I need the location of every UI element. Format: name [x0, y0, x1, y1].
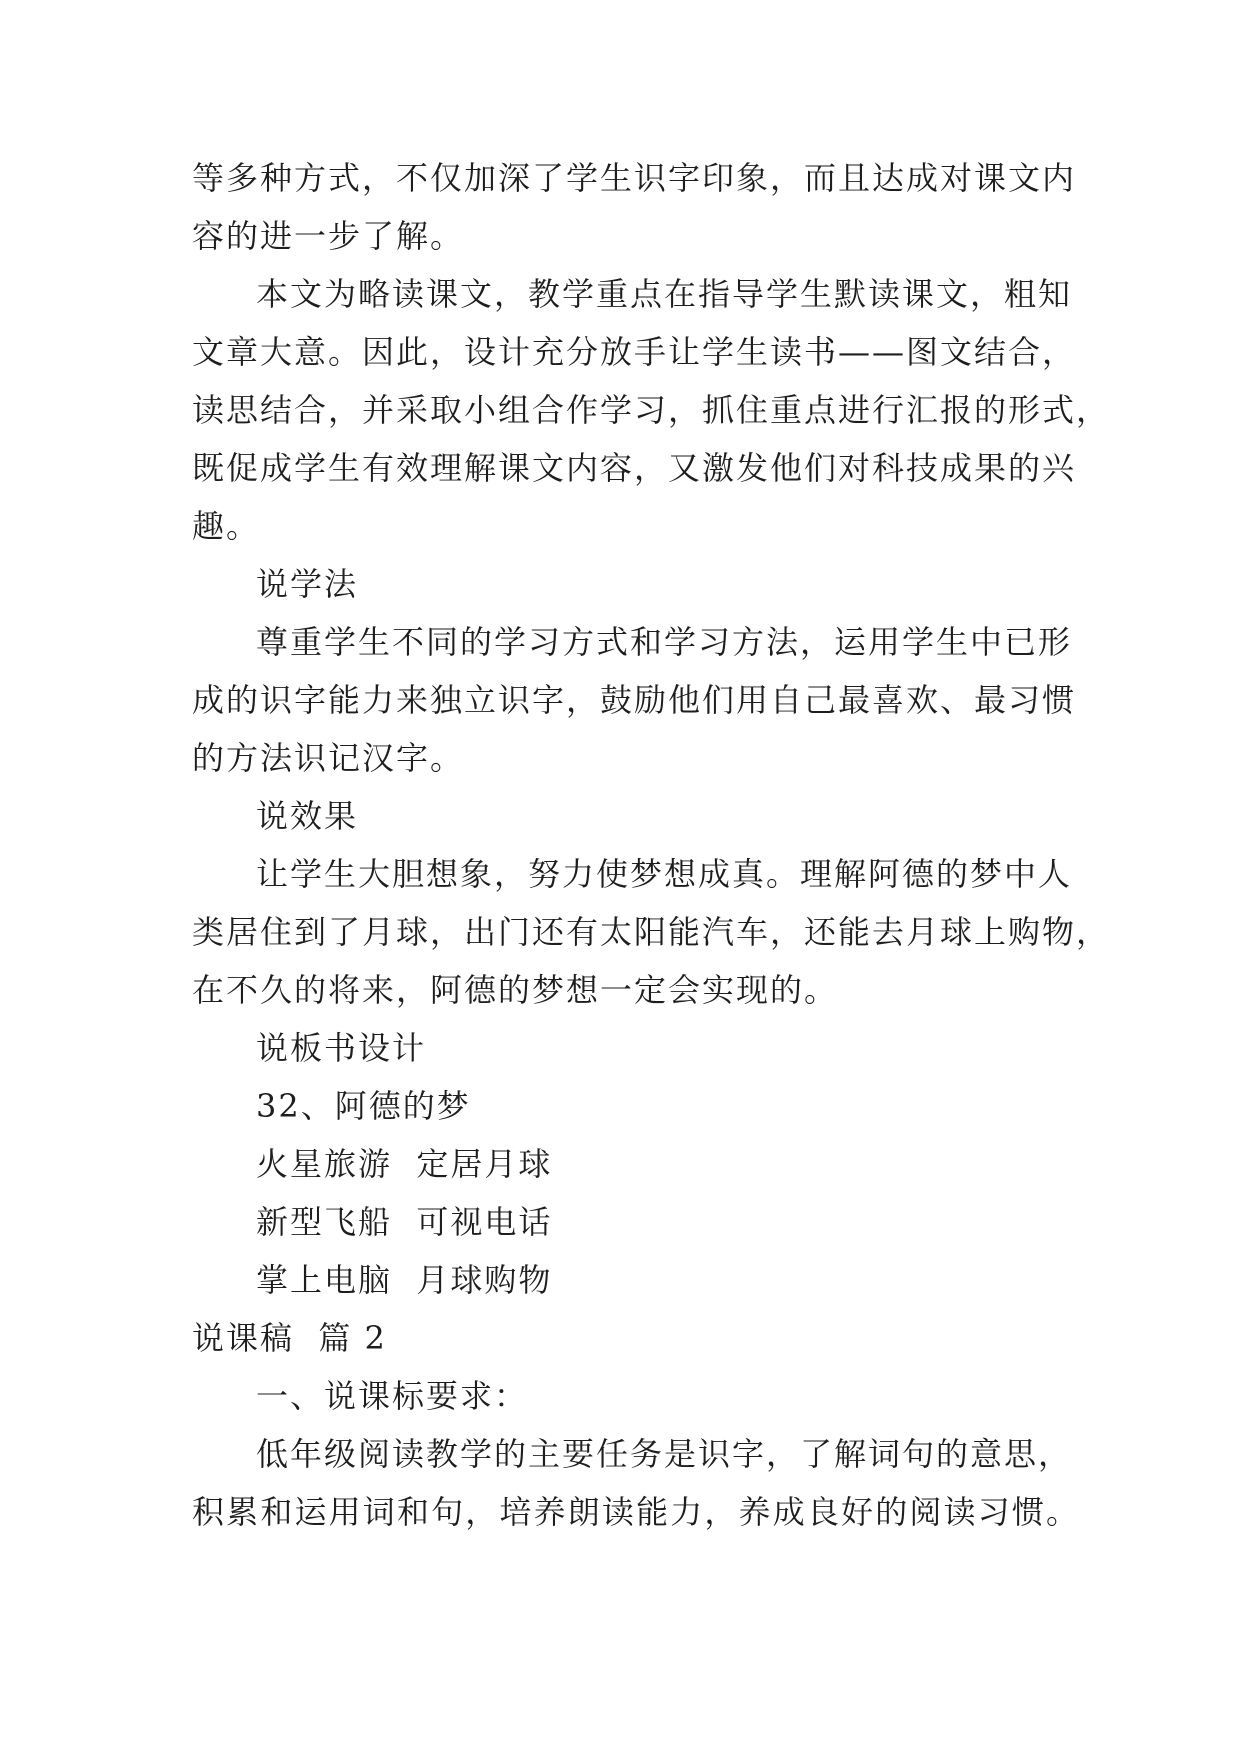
board-item: 火星旅游 定居月球 [256, 1145, 553, 1183]
paragraph-line: 文章大意。因此，设计充分放手让学生读书——图文结合， [192, 333, 1077, 371]
board-item: 新型飞船 可视电话 [256, 1203, 553, 1241]
board-title: 32、阿德的梦 [256, 1087, 471, 1125]
section-heading: 说板书设计 [256, 1029, 427, 1067]
article-heading: 说课稿 篇 2 [192, 1319, 387, 1357]
paragraph-line: 本文为略读课文，教学重点在指导学生默读课文，粗知 [256, 275, 1073, 313]
board-item: 掌上电脑 月球购物 [256, 1261, 553, 1299]
paragraph-line: 尊重学生不同的学习方式和学习方法，运用学生中已形 [256, 623, 1073, 661]
section-heading: 说学法 [256, 565, 359, 603]
section-heading: 一、说课标要求： [256, 1377, 529, 1415]
paragraph-line: 积累和运用词和句，培养朗读能力，养成良好的阅读习惯。 [192, 1493, 1080, 1531]
paragraph-line: 低年级阅读教学的主要任务是识字，了解词句的意思， [256, 1435, 1073, 1473]
section-heading: 说效果 [256, 797, 359, 835]
paragraph-line: 在不久的将来，阿德的梦想一定会实现的。 [192, 971, 839, 1009]
paragraph-line: 趣。 [192, 507, 261, 545]
paragraph-line: 的方法识记汉字。 [192, 739, 465, 777]
paragraph-line: 成的识字能力来独立识字，鼓励他们用自己最喜欢、最习惯 [192, 681, 1077, 719]
paragraph-line: 既促成学生有效理解课文内容，又激发他们对科技成果的兴 [192, 449, 1077, 487]
paragraph-line: 让学生大胆想象，努力使梦想成真。理解阿德的梦中人 [256, 855, 1073, 893]
paragraph-line: 类居住到了月球，出门还有太阳能汽车，还能去月球上购物， [192, 913, 1111, 951]
paragraph-line: 容的进一步了解。 [192, 217, 465, 255]
paragraph-line: 读思结合，并采取小组合作学习，抓住重点进行汇报的形式， [192, 391, 1111, 429]
paragraph-line: 等多种方式，不仅加深了学生识字印象，而且达成对课文内 [192, 159, 1077, 197]
